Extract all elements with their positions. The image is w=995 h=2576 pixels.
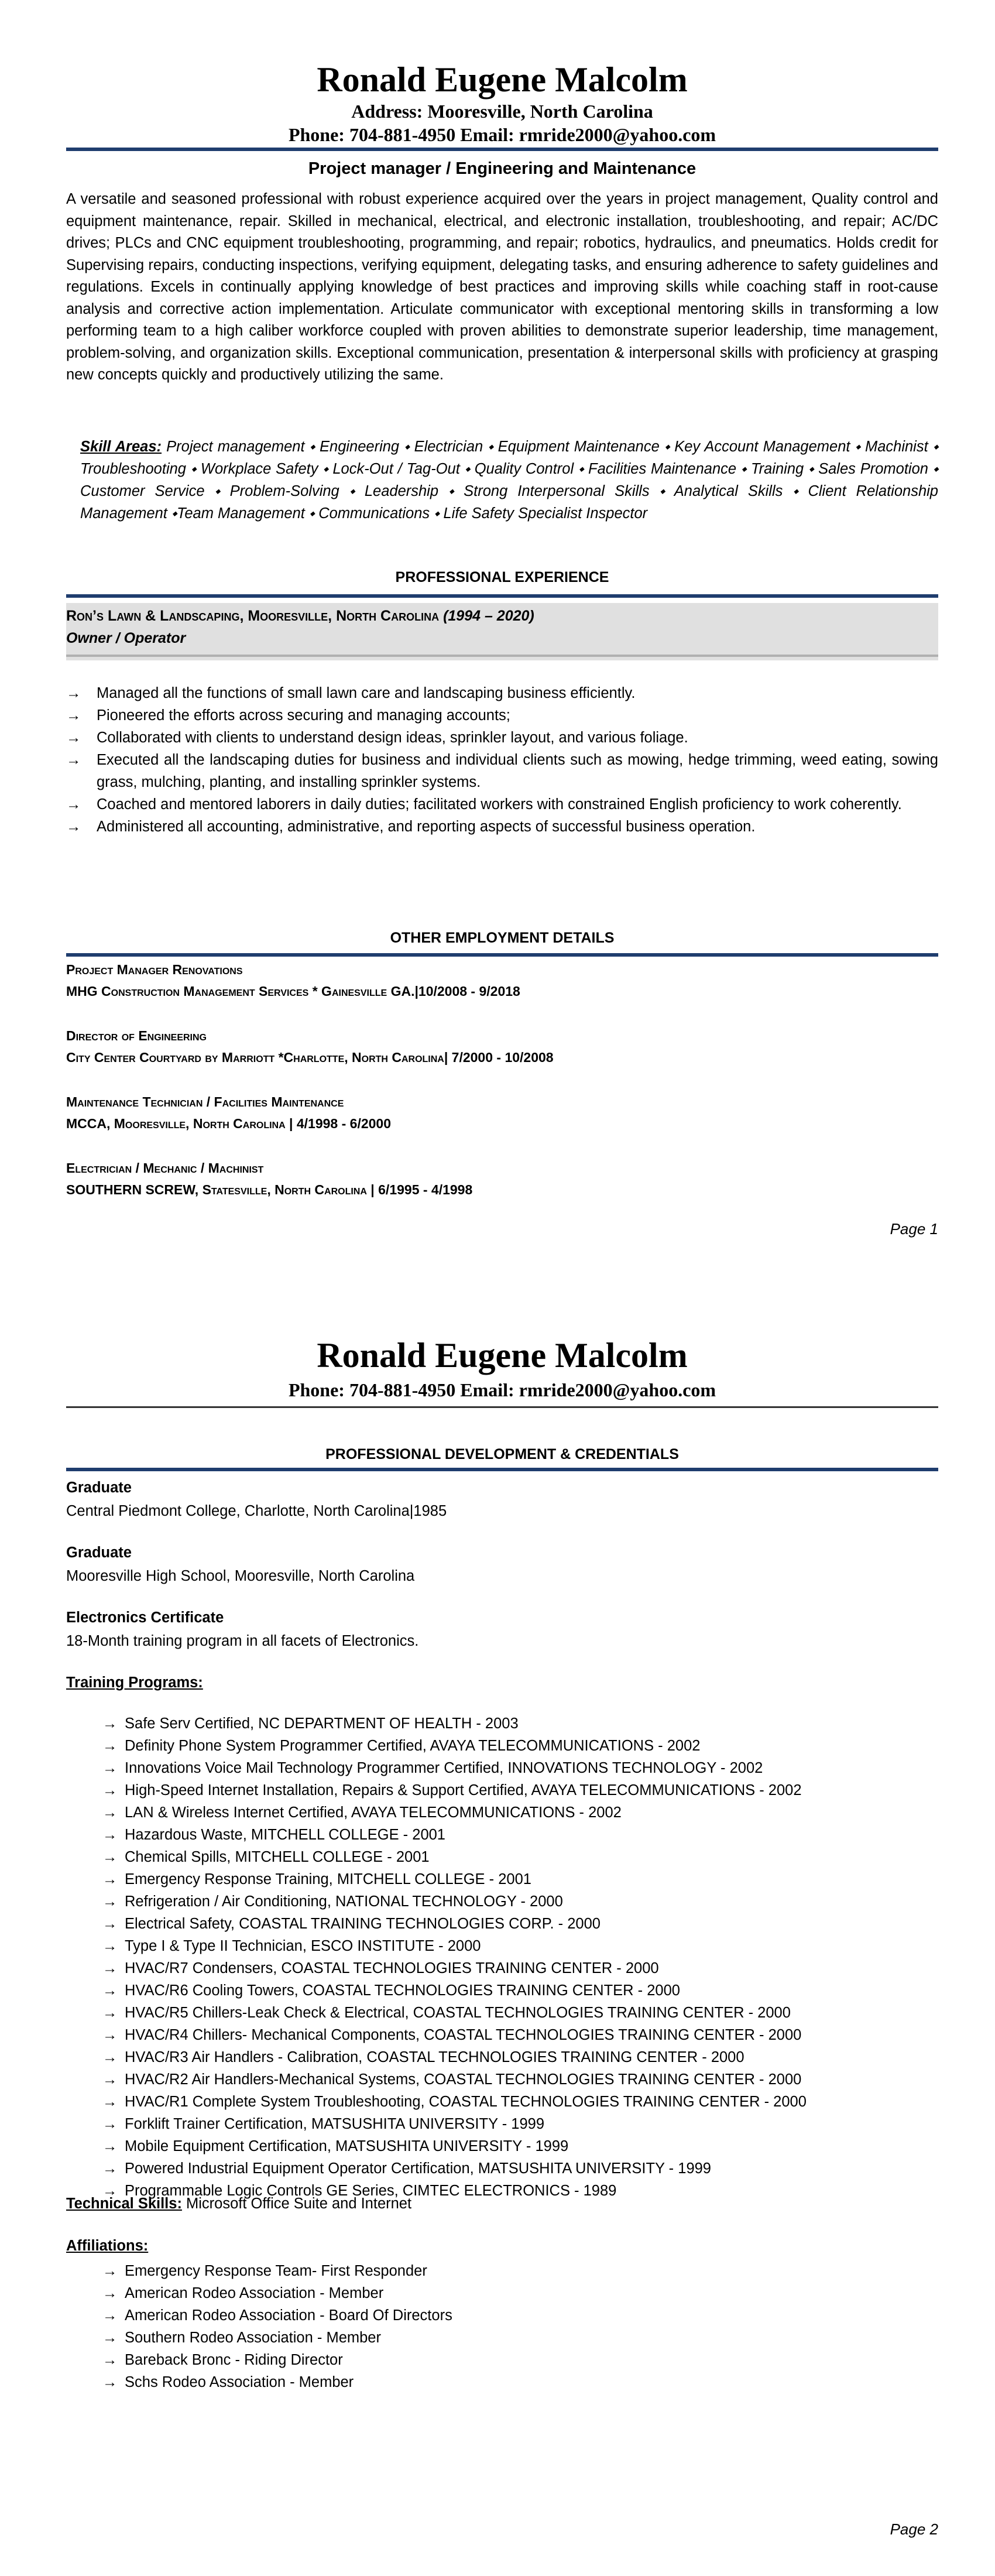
list-item xyxy=(102,1890,922,1913)
header-divider-page2 xyxy=(66,1406,938,1408)
list-item-text: American Rodeo Association - Board Of Directors xyxy=(125,2307,452,2324)
phone-email-page2: Phone: 704-881-4950 Email: rmride2000@yahoo.com xyxy=(288,1379,716,1400)
arrow-bullet-icon: → xyxy=(102,2374,118,2390)
address: Address: Mooresville, North Carolina xyxy=(351,101,653,122)
arrow-bullet-icon: → xyxy=(102,1827,118,1843)
skill-areas-label: Skill Areas: xyxy=(80,439,162,455)
list-item xyxy=(102,2327,922,2349)
list-item xyxy=(102,2024,922,2046)
education-list xyxy=(66,1476,938,1671)
list-item-text: Emergency Response Training, MITCHELL COLLEGE - 2001 xyxy=(125,1871,531,1888)
list-item-text: Schs Rodeo Association - Member xyxy=(125,2374,354,2390)
skill-areas xyxy=(80,436,938,525)
arrow-bullet-icon: → xyxy=(102,2116,118,2132)
list-item xyxy=(102,1979,922,2002)
arrow-bullet-icon: → xyxy=(102,1938,118,1954)
list-item xyxy=(102,1846,922,1868)
arrow-bullet-icon: → xyxy=(66,752,81,768)
other-job-detail: MHG Construction Management Services * Gainesville GA.|10/2008 - 9/2018 xyxy=(66,984,520,999)
arrow-bullet-icon: → xyxy=(102,2183,118,2199)
arrow-bullet-icon: → xyxy=(102,1760,118,1776)
education-detail: 18-Month training program in all facets of Electronics. xyxy=(66,1633,419,1649)
education-entry xyxy=(66,1606,938,1653)
training-label: Training Programs: xyxy=(66,1674,203,1691)
list-item xyxy=(102,2304,922,2327)
list-item-text: Type I & Type II Technician, ESCO INSTITUTE - 2000 xyxy=(125,1938,481,1954)
arrow-bullet-icon: → xyxy=(102,2138,118,2154)
page-number: Page 1 xyxy=(890,1220,938,1238)
technical-skills-value: Microsoft Office Suite and Internet xyxy=(181,2195,412,2212)
other-job-entry xyxy=(66,1091,938,1135)
list-item xyxy=(102,2068,922,2091)
other-job-detail: SOUTHERN SCREW, Statesville, North Carolina | 6/1995 - 4/1998 xyxy=(66,1182,473,1197)
list-item-text: HVAC/R5 Chillers-Leak Check & Electrical, COASTAL TECHNOLOGIES TRAINING CENTER - 2000 xyxy=(125,2005,791,2021)
list-item xyxy=(102,1824,922,1846)
other-job-title: Maintenance Technician / Facilities Maintenance xyxy=(66,1094,344,1109)
list-item xyxy=(102,2157,922,2180)
list-item xyxy=(66,682,938,704)
arrow-bullet-icon: → xyxy=(102,2307,118,2324)
resume-name-page2: Ronald Eugene Malcolm xyxy=(317,1336,688,1375)
list-item xyxy=(102,1913,922,1935)
page-number-page2: Page 2 xyxy=(890,2520,938,2538)
list-item xyxy=(102,2046,922,2068)
list-item-text: HVAC/R1 Complete System Troubleshooting, COASTAL TECHNOLOGIES TRAINING CENTER - 2000 xyxy=(125,2094,807,2110)
other-employment-heading: OTHER EMPLOYMENT DETAILS xyxy=(390,930,615,946)
arrow-bullet-icon: → xyxy=(102,1804,118,1821)
other-job-detail: MCCA, Mooresville, North Carolina | 4/1998 - 6/2000 xyxy=(66,1116,392,1131)
list-item xyxy=(66,749,938,793)
job-company: Ron’s Lawn & Landscaping, Mooresville, North Carolina xyxy=(66,608,440,624)
resume-name: Ronald Eugene Malcolm xyxy=(317,60,688,99)
education-title: Graduate xyxy=(66,1479,132,1496)
arrow-bullet-icon: → xyxy=(102,2049,118,2065)
arrow-bullet-icon: → xyxy=(102,1960,118,1976)
list-item-text: Managed all the functions of small lawn care and landscaping business efficiently. xyxy=(97,685,636,701)
experience-heading: PROFESSIONAL EXPERIENCE xyxy=(395,569,609,585)
job-company-line xyxy=(66,608,534,625)
arrow-bullet-icon: → xyxy=(102,2160,118,2177)
arrow-bullet-icon: → xyxy=(66,818,81,835)
other-job-entry xyxy=(66,1157,938,1201)
list-item xyxy=(102,1757,922,1779)
list-item-text: Mobile Equipment Certification, MATSUSHITA UNIVERSITY - 1999 xyxy=(125,2138,569,2154)
other-employment-divider xyxy=(66,953,938,957)
list-item-text: LAN & Wireless Internet Certified, AVAYA TELECOMMUNICATIONS - 2002 xyxy=(125,1804,622,1821)
education-entry xyxy=(66,1541,938,1588)
job-header xyxy=(66,603,938,660)
list-item-text: Bareback Bronc - Riding Director xyxy=(125,2352,343,2368)
training-list xyxy=(102,1712,922,2202)
education-detail: Central Piedmont College, Charlotte, North Carolina|1985 xyxy=(66,1503,447,1519)
arrow-bullet-icon: → xyxy=(102,1782,118,1799)
technical-skills xyxy=(66,2195,938,2212)
list-item xyxy=(102,2113,922,2135)
list-item-text: Hazardous Waste, MITCHELL COLLEGE - 2001 xyxy=(125,1827,445,1843)
job-title: Owner / Operator xyxy=(66,630,186,646)
phone-email: Phone: 704-881-4950 Email: rmride2000@yahoo.com xyxy=(288,124,716,145)
other-job-title: Electrician / Mechanic / Machinist xyxy=(66,1160,264,1176)
list-item-text: HVAC/R4 Chillers- Mechanical Components, COASTAL TECHNOLOGIES TRAINING CENTER - 2000 xyxy=(125,2027,802,2043)
technical-skills-label: Technical Skills: xyxy=(66,2195,182,2212)
other-employment-list xyxy=(66,959,938,1224)
list-item-text: Programmable Logic Controls GE Series, CIMTEC ELECTRONICS - 1989 xyxy=(125,2183,617,2199)
experience-bullets xyxy=(66,682,938,838)
pd-heading: PROFESSIONAL DEVELOPMENT & CREDENTIALS xyxy=(325,1446,679,1462)
list-item-text: Coached and mentored laborers in daily duties; facilitated workers with constrained English proficiency to work coherently. xyxy=(97,796,902,813)
list-item-text: Pioneered the efforts across securing and managing accounts; xyxy=(97,707,510,724)
list-item xyxy=(102,2282,922,2304)
list-item-text: American Rodeo Association - Member xyxy=(125,2285,384,2301)
education-title: Graduate xyxy=(66,1544,132,1561)
list-item-text: Innovations Voice Mail Technology Programmer Certified, INNOVATIONS TECHNOLOGY - 2002 xyxy=(125,1760,763,1776)
list-item-text: HVAC/R6 Cooling Towers, COASTAL TECHNOLOGIES TRAINING CENTER - 2000 xyxy=(125,1982,680,1999)
list-item-text: Forklift Trainer Certification, MATSUSHITA UNIVERSITY - 1999 xyxy=(125,2116,545,2132)
education-entry xyxy=(66,1476,938,1523)
list-item xyxy=(102,2135,922,2157)
list-item-text: HVAC/R2 Air Handlers-Mechanical Systems, COASTAL TECHNOLOGIES TRAINING CENTER - 2000 xyxy=(125,2071,802,2088)
list-item-text: HVAC/R7 Condensers, COASTAL TECHNOLOGIES TRAINING CENTER - 2000 xyxy=(125,1960,659,1976)
list-item xyxy=(102,2349,922,2371)
arrow-bullet-icon: → xyxy=(102,2071,118,2088)
other-job-entry xyxy=(66,1025,938,1068)
list-item xyxy=(102,1801,922,1824)
arrow-bullet-icon: → xyxy=(102,1893,118,1910)
list-item-text: HVAC/R3 Air Handlers - Calibration, COASTAL TECHNOLOGIES TRAINING CENTER - 2000 xyxy=(125,2049,744,2065)
list-item xyxy=(66,704,938,727)
arrow-bullet-icon: → xyxy=(66,729,81,746)
arrow-bullet-icon: → xyxy=(102,2285,118,2301)
other-job-entry xyxy=(66,959,938,1002)
list-item xyxy=(102,1935,922,1957)
list-item-text: Collaborated with clients to understand design ideas, sprinkler layout, and various foliage. xyxy=(97,729,688,746)
affiliations-label: Affiliations: xyxy=(66,2238,149,2254)
list-item xyxy=(66,793,938,816)
arrow-bullet-icon: → xyxy=(102,2263,118,2279)
list-item xyxy=(102,1735,922,1757)
list-item-text: Emergency Response Team- First Responder xyxy=(125,2263,427,2279)
arrow-bullet-icon: → xyxy=(102,2330,118,2346)
list-item xyxy=(66,727,938,749)
list-item-text: Chemical Spills, MITCHELL COLLEGE - 2001 xyxy=(125,1849,430,1865)
arrow-bullet-icon: → xyxy=(102,2352,118,2368)
arrow-bullet-icon: → xyxy=(102,1849,118,1865)
education-title: Electronics Certificate xyxy=(66,1609,224,1626)
arrow-bullet-icon: → xyxy=(66,707,81,724)
arrow-bullet-icon: → xyxy=(102,1982,118,1999)
list-item xyxy=(66,816,938,838)
other-job-title: Project Manager Renovations xyxy=(66,962,243,977)
list-item-text: Executed all the landscaping duties for business and individual clients such as mowing, hedge trimming, weed eating, sowing grass, mulching, planting, and installing sprinkler systems. xyxy=(97,752,938,790)
arrow-bullet-icon: → xyxy=(102,1715,118,1732)
job-header-underline xyxy=(66,655,938,657)
list-item-text: Southern Rodeo Association - Member xyxy=(125,2330,381,2346)
list-item-text: Safe Serv Certified, NC DEPARTMENT OF HEALTH - 2003 xyxy=(125,1715,519,1732)
pd-divider xyxy=(66,1468,938,1471)
affiliations-list xyxy=(102,2260,922,2393)
summary: A versatile and seasoned professional with robust experience acquired over the years in project management, Quality control and equipment maintenance, repair. Skilled in mechanical, electrical, and electronic installation, troubleshooting, and repair; AC/DC drives; PLCs and CNC equipment troubleshooting, programming, and repair; robotics, hydraulics, and pneumatics. Holds credit for Supervising repairs, conducting inspections, verifying equipment, delegating tasks, and ensuring adherence to safety guidelines and regulations. Excels in continually applying knowledge of best practices and improving skills while coaching staff in root-cause analysis and corrective action implementation. Articulate communicator with exceptional mentoring skills in transforming a low performing team to a high caliber workforce coupled with proven abilities to demonstrate superior leadership, time management, problem-solving, and organization skills. Exceptional communication, presentation & interpersonal skills with proficiency at grasping new concepts quickly and productively utilizing the same. xyxy=(66,191,938,383)
list-item-text: Definity Phone System Programmer Certified, AVAYA TELECOMMUNICATIONS - 2002 xyxy=(125,1738,701,1754)
arrow-bullet-icon: → xyxy=(102,1871,118,1888)
list-item xyxy=(102,1957,922,1979)
list-item-text: Electrical Safety, COASTAL TRAINING TECHNOLOGIES CORP. - 2000 xyxy=(125,1916,601,1932)
arrow-bullet-icon: → xyxy=(102,1738,118,1754)
arrow-bullet-icon: → xyxy=(66,796,81,813)
job-dates: (1994 – 2020) xyxy=(443,608,534,624)
other-job-title: Director of Engineering xyxy=(66,1028,207,1043)
arrow-bullet-icon: → xyxy=(102,2005,118,2021)
list-item-text: Powered Industrial Equipment Operator Certification, MATSUSHITA UNIVERSITY - 1999 xyxy=(125,2160,711,2177)
list-item xyxy=(102,2260,922,2282)
header-divider xyxy=(66,148,938,151)
other-job-detail: City Center Courtyard by Marriott *Charlotte, North Carolina| 7/2000 - 10/2008 xyxy=(66,1050,554,1065)
arrow-bullet-icon: → xyxy=(66,685,81,701)
list-item-text: High-Speed Internet Installation, Repairs & Support Certified, AVAYA TELECOMMUNICATIONS - 2002 xyxy=(125,1782,802,1799)
arrow-bullet-icon: → xyxy=(102,1916,118,1932)
skill-areas-list: Project management ⬩ Engineering ⬩ Electrician ⬩ Equipment Maintenance ⬩ Key Account Management ⬩ Machinist ⬩ Troubleshooting ⬩ Workplace Safety ⬩ Lock-Out / Tag-Out ⬩ Quality Control ⬩ Facilities Maintenance ⬩ Training ⬩ Sales Promotion ⬩ Customer Service ⬩ Problem-Solving ⬩ Leadership ⬩ Strong Interpersonal Skills ⬩ Analytical Skills ⬩ Client Relationship Management ⬩Team Management ⬩ Communications ⬩ Life Safety Specialist Inspector xyxy=(80,439,938,522)
list-item-text: Administered all accounting, administrative, and reporting aspects of successful business operation. xyxy=(97,818,756,835)
list-item-text: Refrigeration / Air Conditioning, NATIONAL TECHNOLOGY - 2000 xyxy=(125,1893,563,1910)
arrow-bullet-icon: → xyxy=(102,2027,118,2043)
experience-divider xyxy=(66,594,938,598)
list-item xyxy=(102,2371,922,2393)
arrow-bullet-icon: → xyxy=(102,2094,118,2110)
list-item xyxy=(102,1712,922,1735)
headline: Project manager / Engineering and Maintenance xyxy=(308,159,696,178)
list-item xyxy=(102,1779,922,1801)
list-item xyxy=(102,1868,922,1890)
education-detail: Mooresville High School, Mooresville, North Carolina xyxy=(66,1568,415,1584)
list-item xyxy=(102,2002,922,2024)
list-item xyxy=(102,2091,922,2113)
